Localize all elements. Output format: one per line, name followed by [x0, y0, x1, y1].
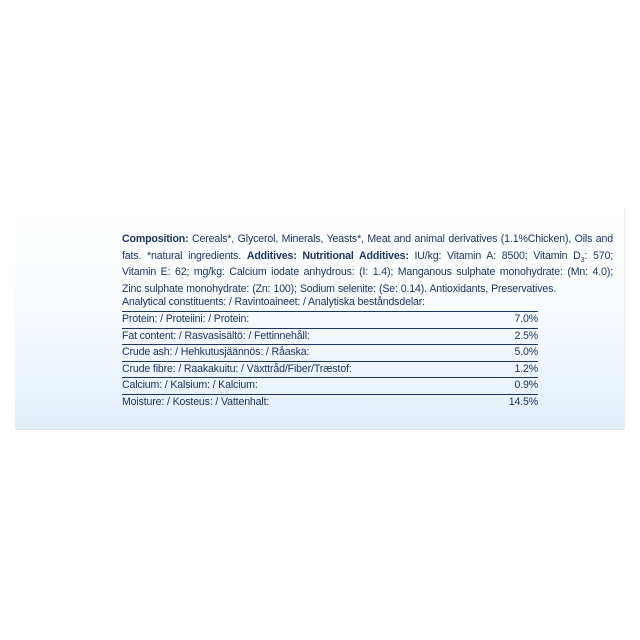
- table-row: [122, 312, 538, 329]
- composition-label: Composition:: [122, 233, 189, 245]
- table-row: [122, 378, 538, 395]
- table-row: [122, 345, 538, 362]
- vitamin-d-subscript: 3: [580, 256, 585, 264]
- table-row: [122, 361, 538, 378]
- constituent-value: 14.5%: [491, 394, 538, 410]
- constituent-label: Crude fibre: / Raakakuitu: / Växttråd/Fiber/Træstof:: [122, 361, 491, 378]
- additives-text: IU/kg: Vitamin A: 8500; Vitamin D: [408, 249, 581, 262]
- composition-paragraph: [122, 231, 613, 297]
- constituent-value: 0.9%: [491, 378, 538, 395]
- constituent-label: Moisture: / Kosteus: / Vattenhalt:: [122, 394, 491, 410]
- additives-text-continued: : 570; Vitamin E: 62; mg/kg: Calcium iodate anhydrous: (I: 1.4); Manganous sulphate monohydrate: (Mn: 4.0); Zinc sulphate monohydrate: (Zn: 100); Sodium selenite: (Se: 0.14). Antioxidants, Preservatives.: [122, 249, 613, 295]
- label-panel: [15, 208, 625, 430]
- additives-label: Additives: Nutritional Additives:: [246, 249, 409, 262]
- constituent-value: 5.0%: [491, 345, 538, 362]
- constituent-value: 1.2%: [491, 361, 538, 378]
- constituent-label: Fat content: / Rasvasisältö: / Fettinnehåll:: [122, 328, 491, 345]
- table-row: [122, 394, 538, 410]
- constituent-label: Crude ash: / Hehkutusjäännös: / Råaska:: [122, 345, 491, 362]
- composition-text: Cereals*, Glycerol, Minerals, Yeasts*, Meat and animal derivatives (1.1%Chicken), Oils and fats. *natural ingredients.: [122, 233, 613, 262]
- constituent-label: Protein: / Proteiini: / Protein:: [122, 312, 491, 329]
- analytical-constituents-table: [122, 311, 538, 411]
- table-row: [122, 328, 538, 345]
- constituent-value: 7.0%: [491, 312, 538, 329]
- constituent-label: Calcium: / Kalsium: / Kalcium:: [122, 378, 491, 395]
- constituent-value: 2.5%: [491, 328, 538, 345]
- analytical-constituents-header: Analytical constituents: / Ravintoaineet: / Analytiska beståndsdelar:: [122, 296, 425, 308]
